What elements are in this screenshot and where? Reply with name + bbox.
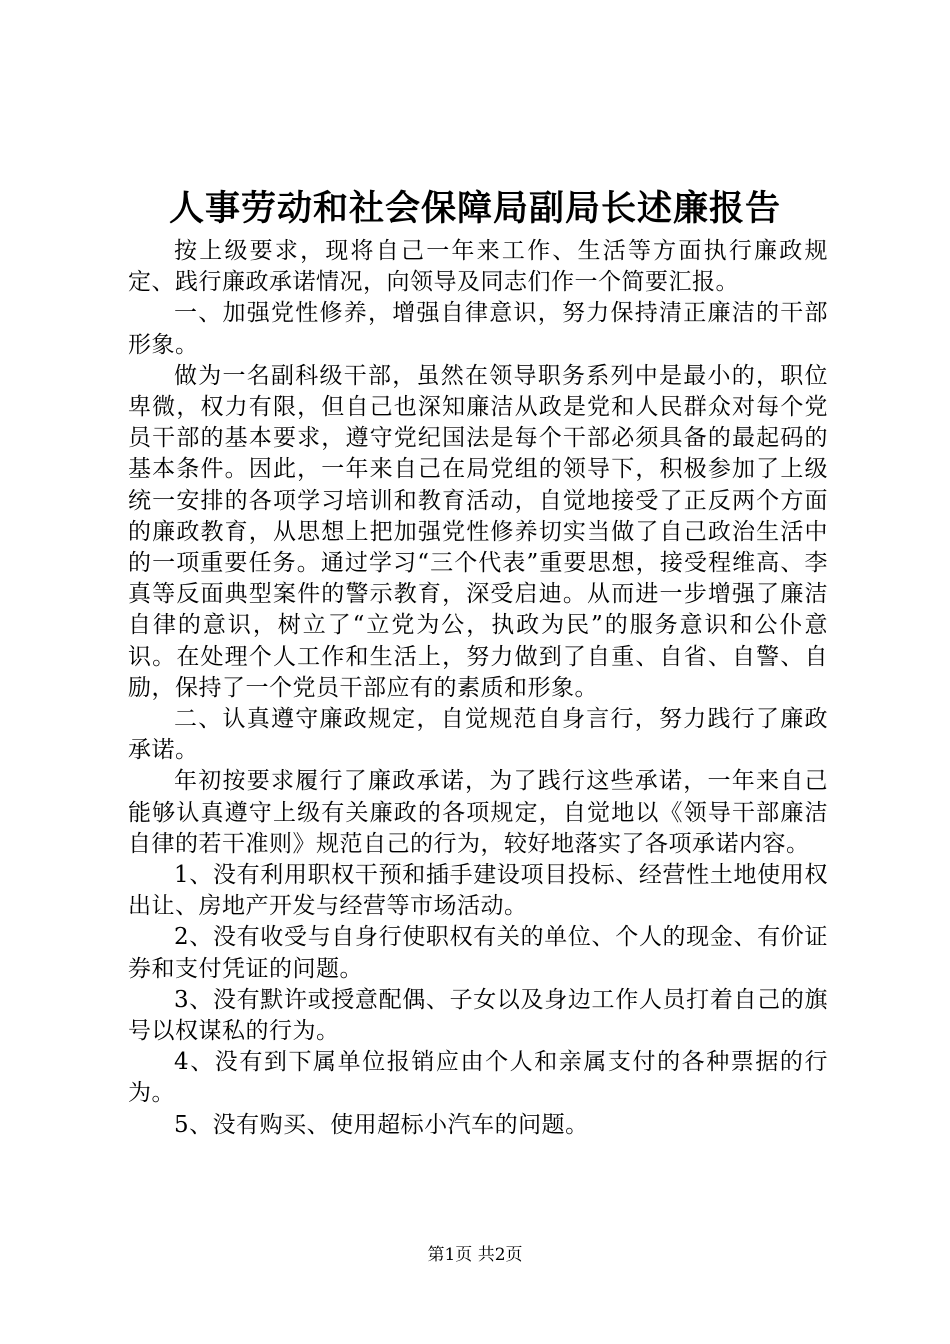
section-heading-2: 二、认真遵守廉政规定，自觉规范自身言行，努力践行了廉政承诺。 (128, 706, 828, 764)
intro-paragraph: 按上级要求，现将自己一年来工作、生活等方面执行廉政规定、践行廉政承诺情况，向领导及同志们作一个简要汇报。 (128, 238, 828, 296)
section-heading-1: 一、加强党性修养，增强自律意识，努力保持清正廉洁的干部形象。 (128, 300, 828, 358)
list-item: 2、没有收受与自身行使职权有关的单位、个人的现金、有价证券和支付凭证的问题。 (128, 924, 828, 982)
body-paragraph: 年初按要求履行了廉政承诺，为了践行这些承诺，一年来自己能够认真遵守上级有关廉政的各项规定，自觉地以《领导干部廉洁自律的若干准则》规范自己的行为，较好地落实了各项承诺内容。 (128, 768, 828, 857)
document-body (128, 236, 828, 1141)
list-item: 4、没有到下属单位报销应由个人和亲属支付的各种票据的行为。 (128, 1049, 828, 1107)
document-title: 人事劳动和社会保障局副局长述廉报告 (168, 188, 781, 229)
list-item: 3、没有默许或授意配偶、子女以及身边工作人员打着自己的旗号以权谋私的行为。 (128, 986, 828, 1045)
body-paragraph: 做为一名副科级干部，虽然在领导职务系列中是最小的，职位卑微，权力有限，但自己也深知廉洁从政是党和人民群众对每个党员干部的基本要求，遵守党纪国法是每个干部必须具备的最起码的基本条件。因此，一年来自己在局党组的领导下，积极参加了上级统一安排的各项学习培训和教育活动，自觉地接受了正反两个方面的廉政教育，从思想上把加强党性修养切实当做了自己政治生活中的一项重要任务。通过学习“三个代表”重要思想，接受程维高、李真等反面典型案件的警示教育，深受启迪。从而进一步增强了廉洁自律的意识，树立了“立党为公，执政为民”的服务意识和公仆意识。在处理个人工作和生活上，努力做到了自重、自省、自警、自励，保持了一个党员干部应有的素质和形象。 (128, 362, 828, 701)
list-item: 5、没有购买、使用超标小汽车的问题。 (174, 1111, 589, 1138)
page-number-footer: 第1页 共2页 (427, 1245, 523, 1265)
list-item: 1、没有利用职权干预和插手建设项目投标、经营性土地使用权出让、房地产开发与经营等市场活动。 (128, 862, 828, 920)
